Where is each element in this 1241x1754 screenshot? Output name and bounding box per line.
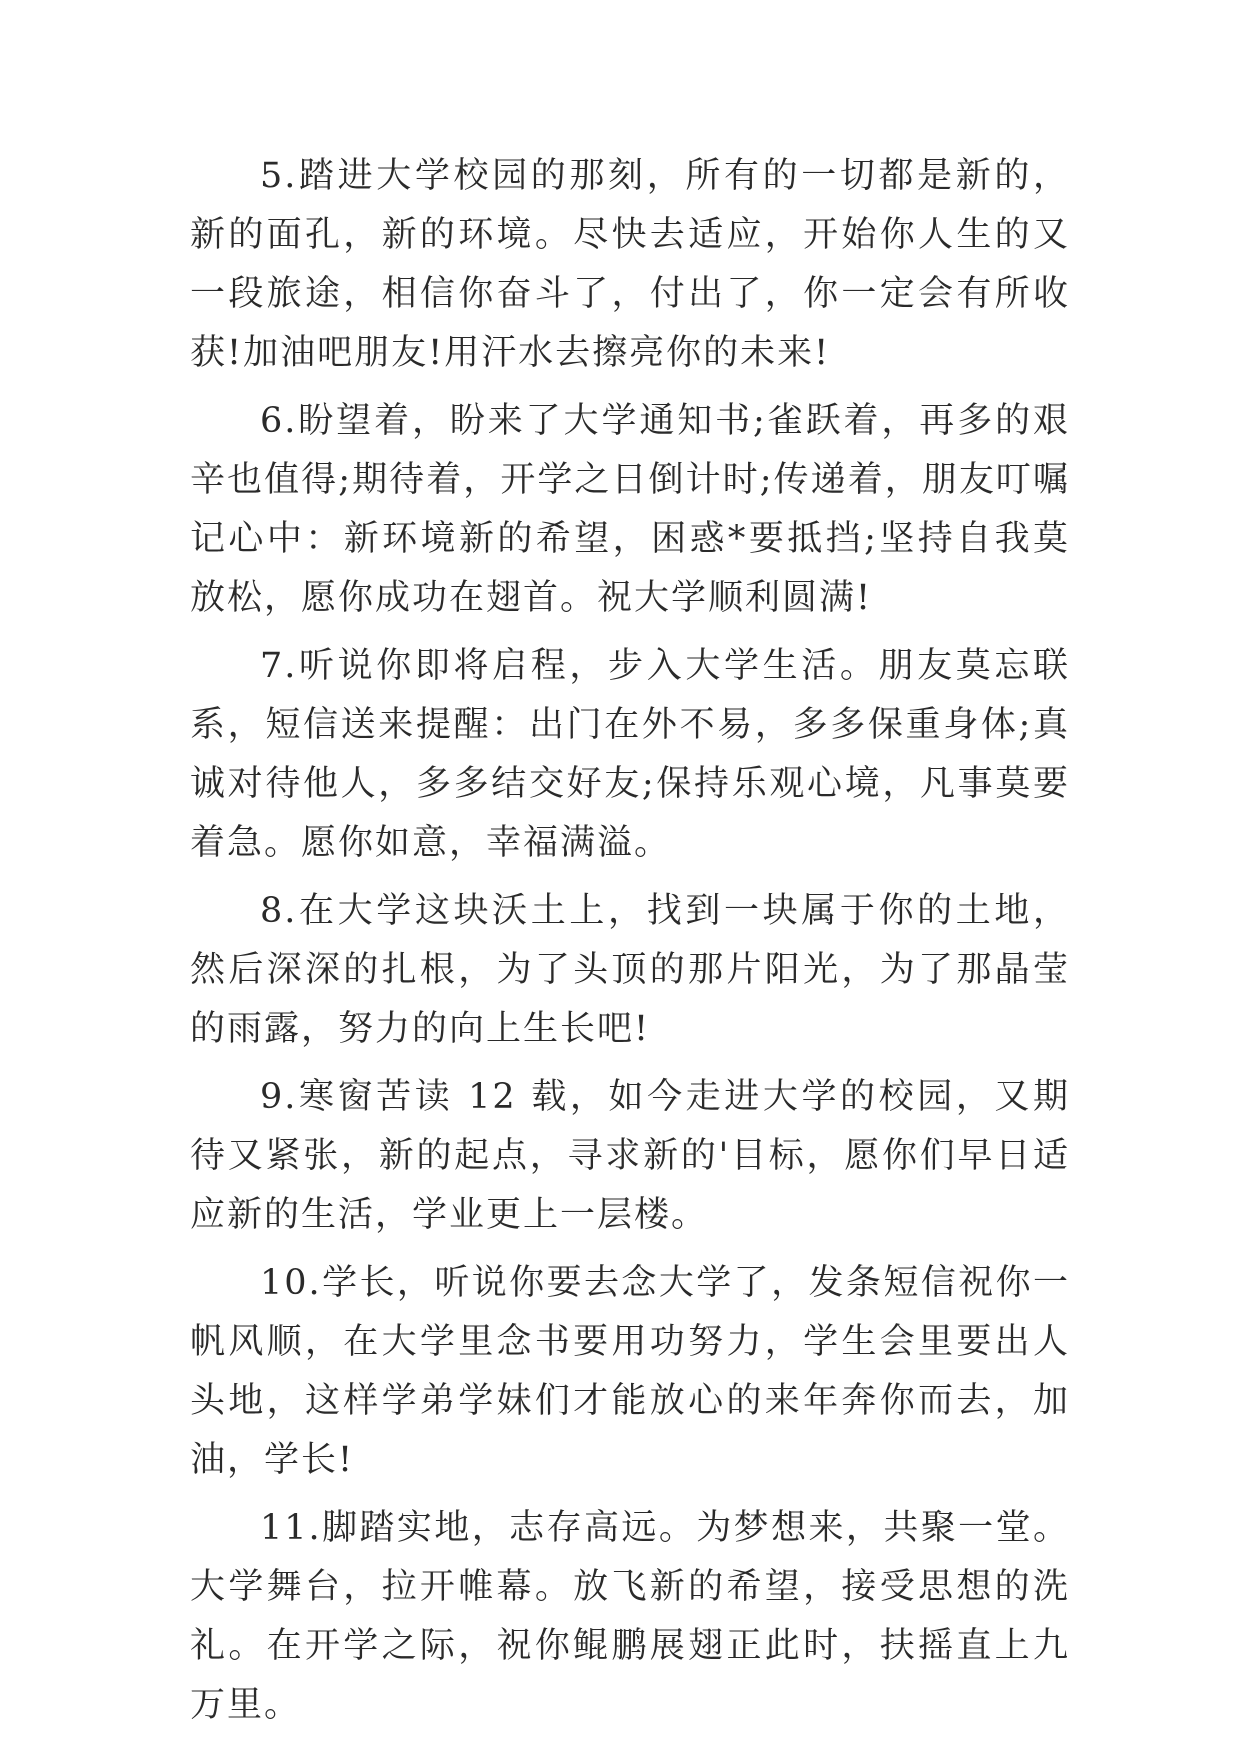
document-body [190,147,1070,1735]
paragraph-5: 5.踏进大学校园的那刻，所有的一切都是新的，新的面孔，新的环境。尽快去适应，开始你人生的又一段旅途，相信你奋斗了，付出了，你一定会有所收获!加油吧朋友!用汗水去擦亮你的未来! [190,156,1070,373]
paragraph-11: 11.脚踏实地，志存高远。为梦想来，共聚一堂。大学舞台，拉开帷幕。放飞新的希望，接受思想的洗礼。在开学之际，祝你鲲鹏展翅正此时，扶摇直上九万里。 [190,1508,1070,1725]
paragraph-7: 7.听说你即将启程，步入大学生活。朋友莫忘联系，短信送来提醒：出门在外不易，多多保重身体;真诚对待他人，多多结交好友;保持乐观心境，凡事莫要着急。愿你如意，幸福满溢。 [190,646,1070,863]
paragraph-10: 10.学长，听说你要去念大学了，发条短信祝你一帆风顺，在大学里念书要用功努力，学生会里要出人头地，这样学弟学妹们才能放心的来年奔你而去，加油，学长! [190,1263,1070,1480]
paragraph-9: 9.寒窗苦读 12 载，如今走进大学的校园，又期待又紧张，新的起点，寻求新的'目标，愿你们早日适应新的生活，学业更上一层楼。 [190,1077,1070,1235]
paragraph-6: 6.盼望着，盼来了大学通知书;雀跃着，再多的艰辛也值得;期待着，开学之日倒计时;传递着，朋友叮嘱记心中：新环境新的希望，困惑*要抵挡;坚持自我莫放松，愿你成功在翅首。祝大学顺利圆满! [190,401,1070,618]
paragraph-8: 8.在大学这块沃土上，找到一块属于你的土地，然后深深的扎根，为了头顶的那片阳光，为了那晶莹的雨露，努力的向上生长吧! [190,891,1070,1049]
